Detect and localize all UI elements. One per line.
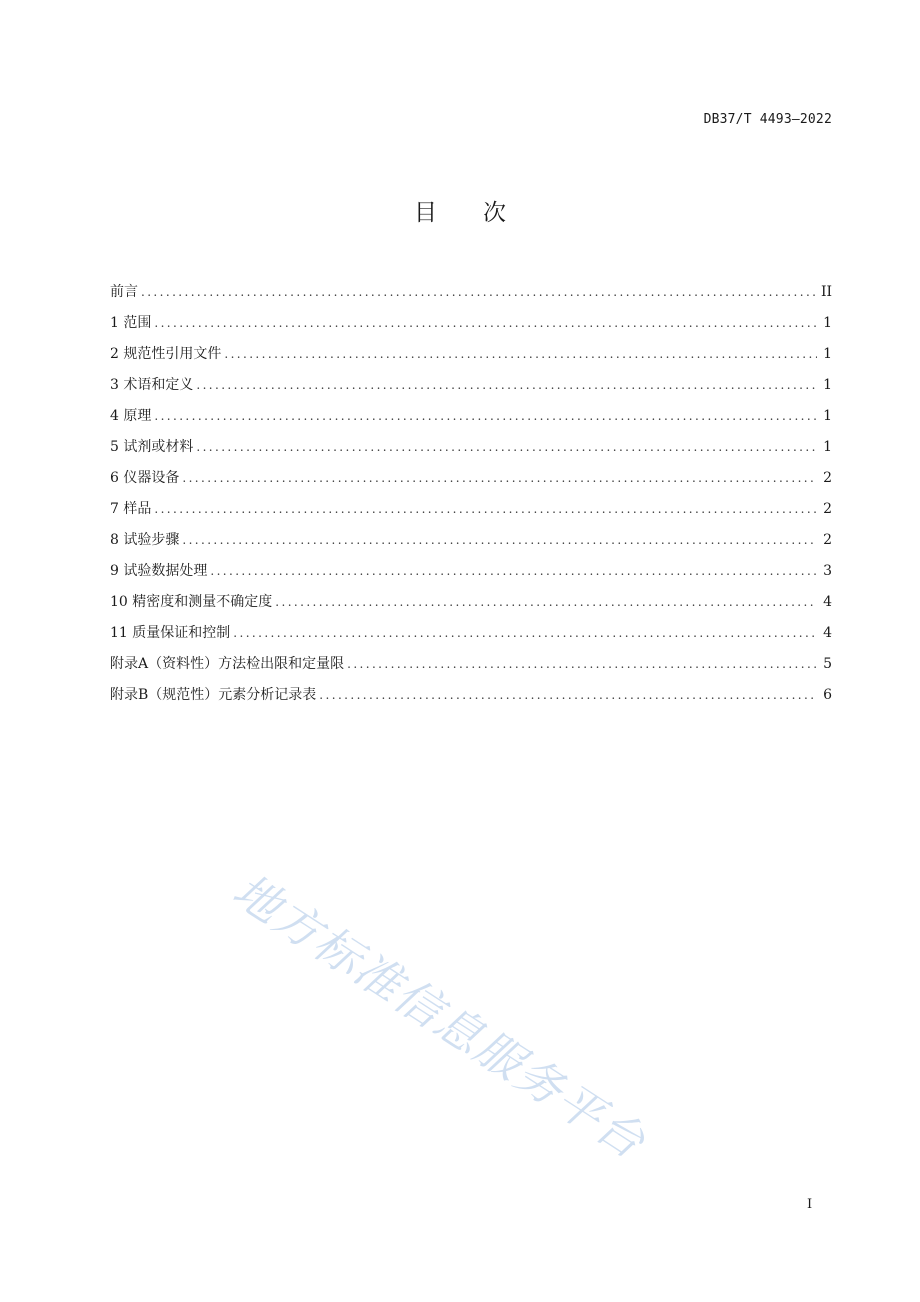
toc-entry-label: 5 试剂或材料 (110, 439, 194, 455)
toc-entry[interactable] (110, 374, 832, 405)
toc-leader-dots (182, 533, 817, 547)
page-title-char-2: 次 (483, 200, 506, 226)
toc-leader-dots (154, 316, 817, 330)
toc-entry-label: 前言 (110, 284, 138, 300)
toc-leader-dots (210, 564, 817, 578)
page-title (0, 194, 920, 227)
toc-leader-dots (141, 285, 815, 299)
standard-code: DB37/T 4493—2022 (703, 112, 832, 127)
toc-leader-dots (154, 502, 817, 516)
toc-entry-page: 1 (823, 315, 832, 331)
toc-entry-page: 2 (823, 501, 832, 517)
toc-entry[interactable] (110, 343, 832, 374)
toc-entry-page: 2 (823, 532, 832, 548)
table-of-contents (110, 281, 832, 715)
toc-entry-label: 9 试验数据处理 (110, 563, 208, 579)
toc-entry-page: 1 (823, 408, 832, 424)
toc-entry[interactable] (110, 405, 832, 436)
toc-entry[interactable] (110, 312, 832, 343)
toc-entry-label: 2 规范性引用文件 (110, 346, 222, 362)
toc-entry-label: 6 仪器设备 (110, 470, 180, 486)
watermark: 地方标准信息服务平台 (223, 862, 656, 1170)
toc-leader-dots (233, 626, 817, 640)
toc-entry-page: 5 (823, 656, 832, 672)
toc-leader-dots (154, 409, 817, 423)
toc-leader-dots (196, 440, 817, 454)
toc-entry[interactable] (110, 529, 832, 560)
toc-entry-page: 6 (823, 687, 832, 703)
toc-entry-page: 1 (823, 439, 832, 455)
toc-entry[interactable] (110, 653, 832, 684)
toc-entry[interactable] (110, 560, 832, 591)
toc-entry-page: 1 (823, 346, 832, 362)
toc-leader-dots (196, 378, 817, 392)
toc-leader-dots (224, 347, 817, 361)
toc-entry[interactable] (110, 467, 832, 498)
toc-entry-page: 2 (823, 470, 832, 486)
toc-entry[interactable] (110, 684, 832, 715)
toc-entry-page: 3 (823, 563, 832, 579)
toc-leader-dots (182, 471, 817, 485)
toc-entry-label: 8 试验步骤 (110, 532, 180, 548)
toc-entry-page: 4 (823, 594, 832, 610)
toc-leader-dots (347, 657, 817, 671)
toc-entry-page: II (820, 284, 832, 300)
toc-entry-label: 1 范围 (110, 315, 152, 331)
toc-leader-dots (319, 688, 817, 702)
toc-entry-label: 附录B（规范性）元素分析记录表 (110, 687, 317, 703)
toc-entry-label: 10 精密度和测量不确定度 (110, 594, 273, 610)
toc-leader-dots (275, 595, 817, 609)
toc-entry-page: 1 (823, 377, 832, 393)
toc-entry-page: 4 (823, 625, 832, 641)
toc-entry-label: 附录A（资料性）方法检出限和定量限 (110, 656, 345, 672)
toc-entry[interactable] (110, 591, 832, 622)
toc-entry-label: 3 术语和定义 (110, 377, 194, 393)
page-number: I (807, 1197, 813, 1212)
toc-entry-label: 7 样品 (110, 501, 152, 517)
page-title-char-1: 目 (414, 200, 437, 226)
toc-entry[interactable] (110, 498, 832, 529)
toc-entry-label: 4 原理 (110, 408, 152, 424)
toc-entry-label: 11 质量保证和控制 (110, 625, 231, 641)
toc-entry[interactable] (110, 622, 832, 653)
toc-entry[interactable] (110, 281, 832, 312)
toc-entry[interactable] (110, 436, 832, 467)
